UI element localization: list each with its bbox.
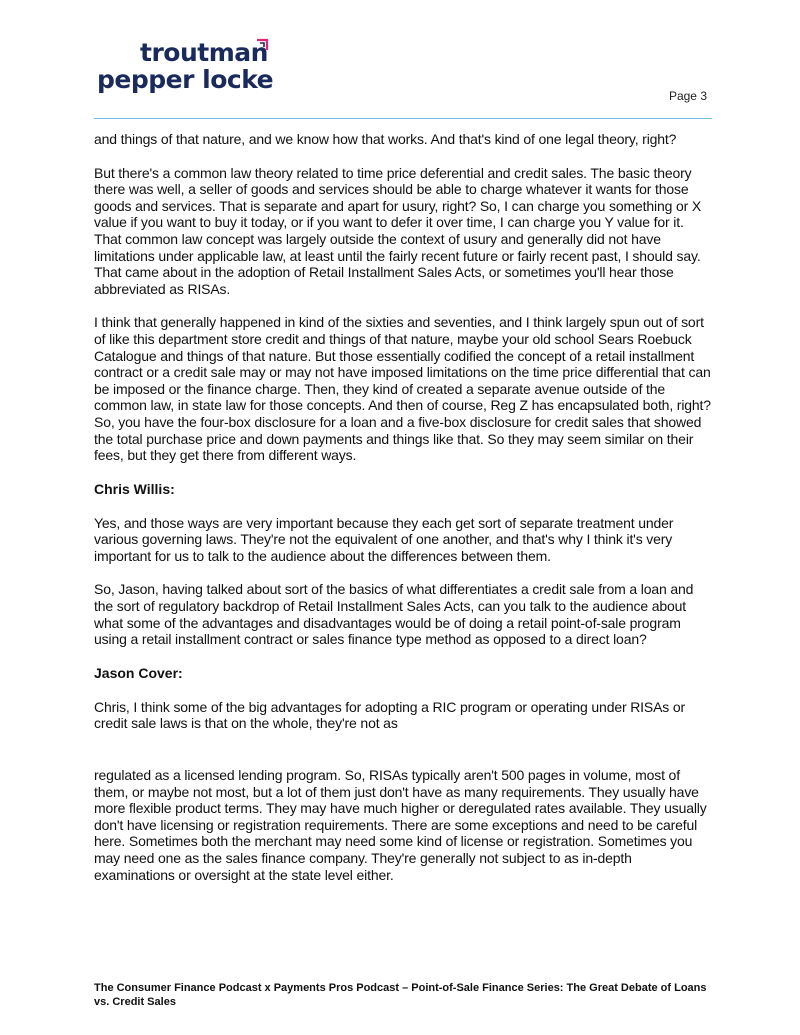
paragraph: So, Jason, having talked about sort of the basics of what differentiates a credit sale from a loan and the sort of regulatory backdrop of Retail Installment Sales Acts, can you talk to the audience about what some of the advantages and disadvantages would be of doing a retail point-of-sale program using a retail installment contract or sales finance type method as opposed to a direct loan? xyxy=(94,581,694,648)
paragraph: regulated as a licensed lending program. So, RISAs typically aren't 500 pages in volume, most of them, or maybe not most, but a lot of them just don't have as many requirements. They usually have more flexible product terms. They may have much higher or deregulated rates available. They usually don't have licensing or registration requirements. There are some exceptions and need to be careful here. Sometimes both the merchant may need some kind of license or registration. Sometimes you may need one as the sales finance company. They're generally not subject to as in-depth examinations or oversight at the state level either. xyxy=(94,767,707,883)
paragraph: and things of that nature, and we know how that works. And that's kind of one legal theory, right? xyxy=(94,131,677,147)
header-divider xyxy=(94,118,712,119)
page-footer: The Consumer Finance Podcast x Payments Pros Podcast – Point-of-Sale Finance Series: The Great Debate of Loans vs. Credit Sales xyxy=(94,982,707,1008)
page-number: Page 3 xyxy=(668,89,707,103)
company-logo xyxy=(97,38,297,100)
logo-text-line2: pepper locke xyxy=(97,65,274,94)
logo-accent-mark xyxy=(255,38,269,52)
speaker-name: Jason Cover: xyxy=(94,664,183,681)
speaker-name: Chris Willis: xyxy=(94,480,175,497)
logo-text-line1: troutman xyxy=(140,38,268,67)
transcript-body xyxy=(94,131,714,900)
paragraph: But there's a common law theory related to time price deferential and credit sales. The basic theory there was well, a seller of goods and services should be able to charge whatever it wants for those goods and services. That is separate and apart for usury, right? So, I can charge you something or X value if you want to buy it today, or if you want to defer it over time, I can charge you Y value for it. That common law concept was largely outside the context of usury and generally did not have limitations under applicable law, at least until the fairly recent future or fairly recent past, I should say. That came about in the adoption of Retail Installment Sales Acts, or sometimes you'll hear those abbreviated as RISAs. xyxy=(94,164,702,297)
paragraph: Yes, and those ways are very important because they each get sort of separate treatment under various governing laws. They're not the equivalent of one another, and that's why I think it's very important for us to talk to the audience about the differences between them. xyxy=(94,514,674,564)
paragraph: I think that generally happened in kind of the sixties and seventies, and I think largely spun out of sort of like this department store credit and things of that nature, maybe your old school Sears Roebuck Catalogue and things of that nature. But those essentially codified the concept of a retail installment contract or a credit sale may or may not have imposed limitations on the time price differential that can be imposed or the finance charge. Then, they kind of created a separate avenue outside of the common law, in state law for those concepts. And then of course, Reg Z has encapsulated both, right? So, you have the four-box disclosure for a loan and a five-box disclosure for credit sales that showed the total purchase price and down payments and things like that. So they may seem similar on their fees, but they get there from different ways. xyxy=(94,314,711,464)
paragraph: Chris, I think some of the big advantages for adopting a RIC program or operating under RISAs or credit sale laws is that on the whole, they're not as xyxy=(94,698,686,732)
